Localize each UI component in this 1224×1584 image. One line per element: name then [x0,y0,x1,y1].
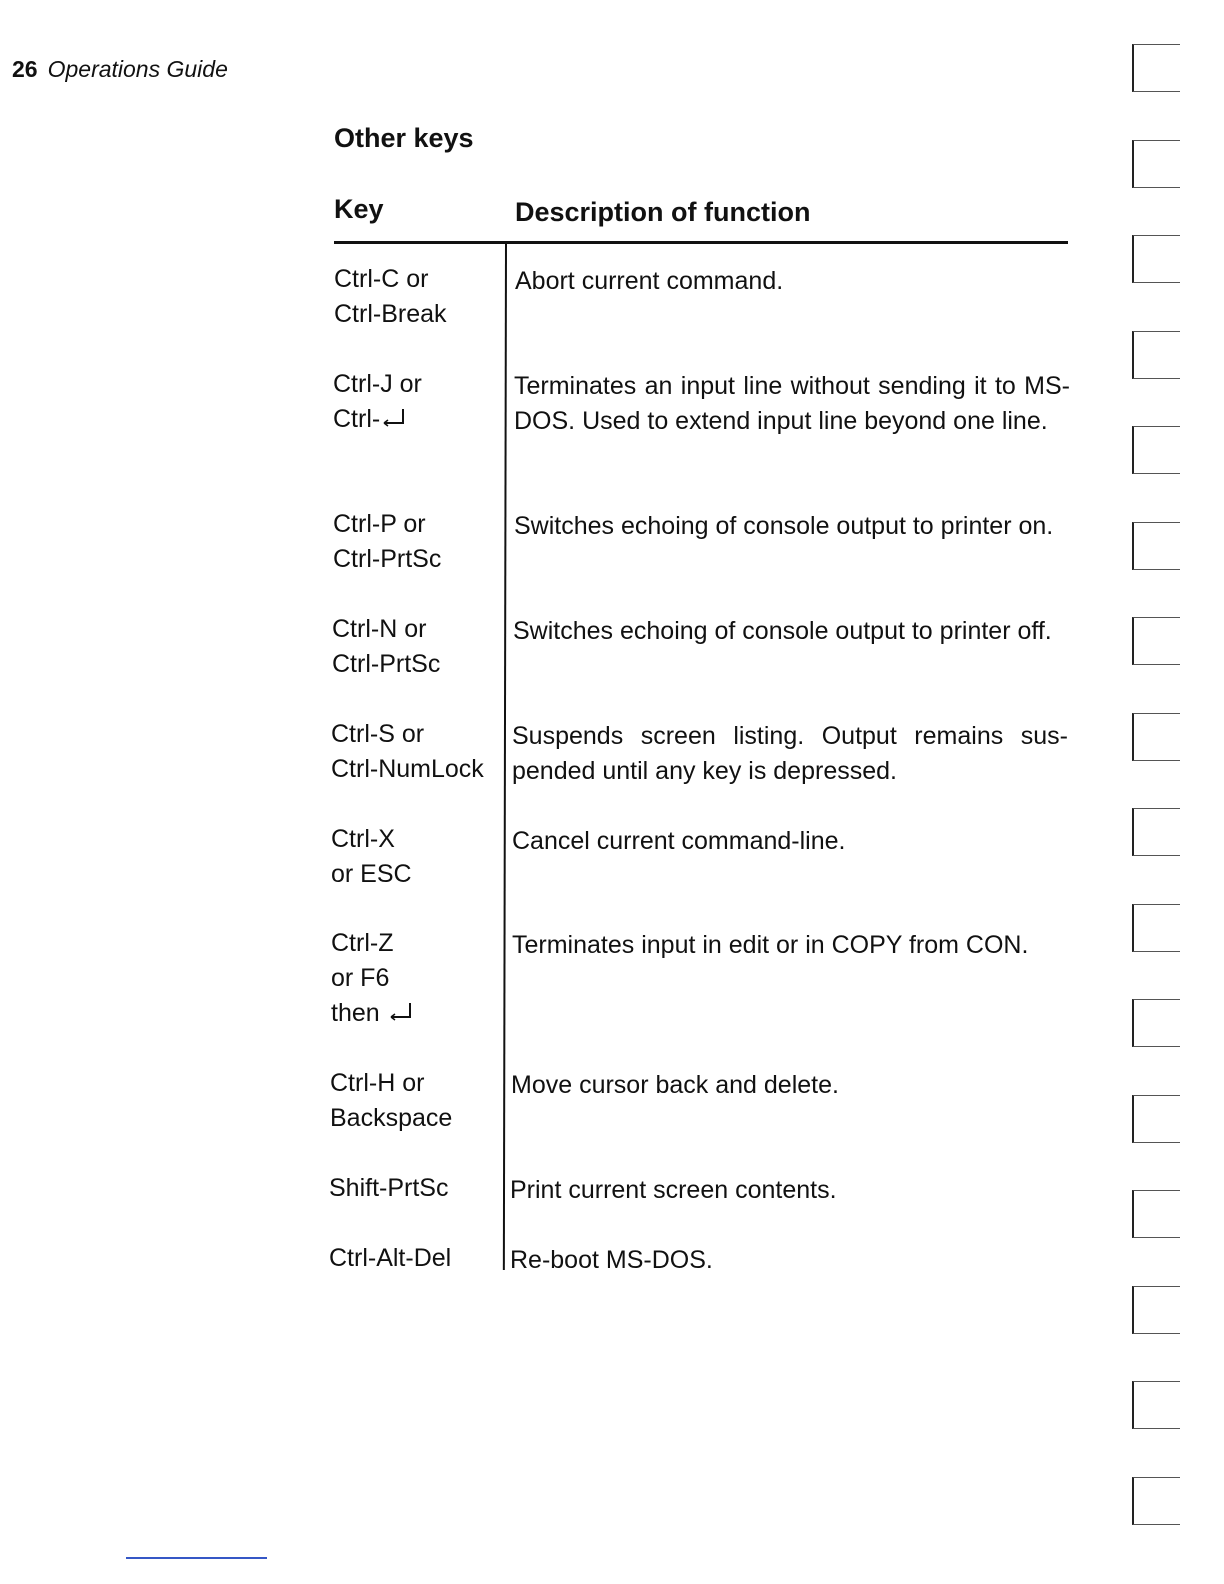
key-line [333,402,508,437]
key-cell [330,1066,505,1136]
binder-hole [1132,1190,1180,1238]
description-cell: Terminates an input line without sending it to MS-DOS. Used to extend input line beyond one line. [514,372,1070,435]
key-cell [331,717,506,787]
binder-hole [1132,1477,1180,1525]
description-column-header: Description of function [515,197,811,227]
key-cell [329,1171,504,1206]
key-cell [331,926,506,1031]
binder-hole [1132,713,1180,761]
description-cell: Abort current command. [515,267,784,295]
key-line: Ctrl-Break [334,300,447,328]
key-line [331,996,506,1031]
key-line: Ctrl-C or [334,265,429,293]
key-line: Ctrl-Alt-Del [329,1244,452,1272]
page-number: 26 [12,56,38,82]
key-cell [334,262,509,332]
key-line: Ctrl-NumLock [331,755,484,783]
running-header [12,54,228,84]
description-cell: Re-boot MS-DOS. [510,1246,713,1274]
binder-hole [1132,808,1180,856]
key-cell [331,822,506,892]
binder-hole [1132,999,1180,1047]
binder-hole [1132,617,1180,665]
description-cell: Terminates input in edit or in COPY from CON. [512,931,1029,959]
binder-hole [1132,904,1180,952]
key-cell [329,1241,504,1276]
key-line: Ctrl-P or [333,510,426,538]
key-line: Ctrl-Z [331,929,394,957]
key-line: Ctrl-S or [331,720,425,748]
binder-hole [1132,44,1180,92]
binder-hole [1132,235,1180,283]
guide-title: Operations Guide [47,56,228,82]
key-line: or ESC [331,860,412,888]
binder-hole-strip [1132,40,1182,1540]
binder-hole [1132,1095,1180,1143]
key-line: Ctrl-X [331,825,395,853]
binder-hole [1132,1381,1180,1429]
description-cell: Switches echoing of console output to printer on. [514,512,1054,540]
key-line: Ctrl-J or [333,370,422,398]
return-key-icon [388,1002,414,1022]
binder-hole [1132,331,1180,379]
section-title: Other keys [334,123,474,153]
description-cell: Switches echoing of console output to printer off. [513,617,1052,645]
key-cell [333,367,508,437]
key-line: Ctrl-N or [332,615,427,643]
key-column-header: Key [334,194,384,224]
binder-hole [1132,426,1180,474]
key-line: Ctrl-H or [330,1069,425,1097]
header-rule [334,241,1068,244]
binder-hole [1132,522,1180,570]
key-cell [332,612,507,682]
key-line: Shift-PrtSc [329,1174,449,1202]
key-line: Ctrl-PrtSc [332,650,441,678]
key-cell [333,507,508,577]
return-key-icon [381,408,407,428]
description-cell: Move cursor back and delete. [511,1071,839,1099]
key-line: or F6 [331,964,390,992]
bottom-edge-mark [126,1557,267,1559]
binder-hole [1132,1286,1180,1334]
binder-hole [1132,140,1180,188]
description-cell: Cancel current command-line. [512,827,846,855]
key-line-text: Ctrl- [333,405,381,433]
description-cell: Print current screen contents. [510,1176,837,1204]
key-line: Ctrl-PrtSc [333,545,442,573]
key-line-text: then [331,999,380,1027]
description-cell: Suspends screen listing. Output remains sus-pended until any key is depressed. [512,722,1068,785]
key-line: Backspace [330,1104,453,1132]
